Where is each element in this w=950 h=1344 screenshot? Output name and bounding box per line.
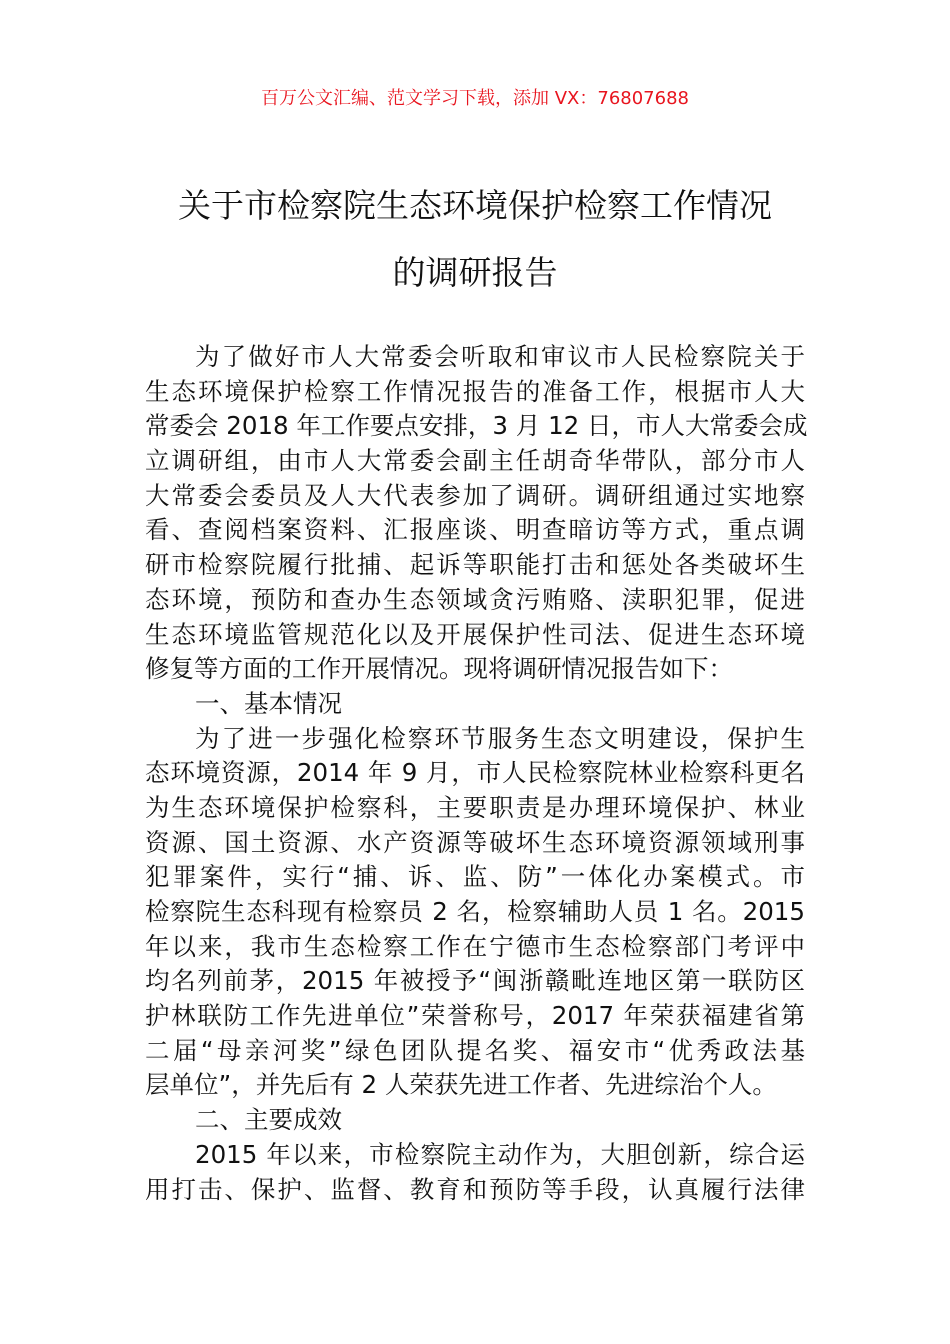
paragraph-line: 修复等方面的工作开展情况。现将调研情况报告如下： bbox=[145, 654, 733, 684]
paragraph-line: 为了做好市人大常委会听取和审议市人民检察院关于 bbox=[195, 342, 805, 371]
paragraph-line: 看、查阅档案资料、汇报座谈、明查暗访等方式，重点调 bbox=[145, 515, 805, 545]
paragraph-line: 用打击、保护、监督、教育和预防等手段，认真履行法律 bbox=[145, 1174, 805, 1204]
paragraph-line: 常委会 2018 年工作要点安排，3 月 12 日，市人大常委会成 bbox=[145, 411, 808, 441]
paragraph-line: 态环境，预防和查办生态领域贪污贿赂、渎职犯罪，促进 bbox=[145, 584, 805, 614]
paragraph-line: 护林联防工作先进单位”荣誉称号，2017 年荣获福建省第 bbox=[145, 1001, 805, 1031]
paragraph-line: 生态环境保护检察工作情况报告的准备工作，根据市人大 bbox=[145, 376, 805, 406]
section-heading-main-results: 二、主要成效 bbox=[195, 1105, 342, 1135]
paragraph-line: 为了进一步强化检察环节服务生态文明建设，保护生 bbox=[195, 723, 805, 753]
paragraph-line: 生态环境监管规范化以及开展保护性司法、促进生态环境 bbox=[145, 619, 805, 649]
section-heading-basic-situation: 一、基本情况 bbox=[195, 688, 342, 718]
paragraph-line: 立调研组，由市人大常委会副主任胡奇华带队，部分市人 bbox=[145, 446, 805, 476]
paragraph-line: 大常委会委员及人大代表参加了调研。调研组通过实地察 bbox=[145, 480, 805, 510]
watermark-header: 百万公文汇编、范文学习下载，添加 VX：76807688 bbox=[261, 88, 689, 109]
paragraph-line: 研市检察院履行批捕、起诉等职能打击和惩处各类破坏生 bbox=[145, 550, 805, 580]
paragraph-line: 均名列前茅，2015 年被授予“闽浙赣毗连地区第一联防区 bbox=[145, 966, 805, 996]
paragraph-line: 为生态环境保护检察科，主要职责是办理环境保护、林业 bbox=[145, 792, 805, 822]
paragraph-line: 态环境资源，2014 年 9 月，市人民检察院林业检察科更名 bbox=[145, 758, 805, 788]
paragraph-line: 2015 年以来，市检察院主动作为，大胆创新，综合运 bbox=[195, 1139, 805, 1169]
document-title-line-2: 的调研报告 bbox=[392, 253, 558, 292]
document-title-line-1: 关于市检察院生态环境保护检察工作情况 bbox=[178, 186, 772, 225]
paragraph-line: 层单位”，并先后有 2 人荣获先进工作者、先进综治个人。 bbox=[145, 1070, 777, 1100]
document-body bbox=[145, 340, 808, 1207]
paragraph-line: 二届“母亲河奖”绿色团队提名奖、福安市“优秀政法基 bbox=[145, 1035, 805, 1065]
paragraph-line: 年以来，我市生态检察工作在宁德市生态检察部门考评中 bbox=[145, 931, 805, 961]
paragraph-line: 资源、国土资源、水产资源等破坏生态环境资源领域刑事 bbox=[145, 827, 805, 857]
paragraph-line: 犯罪案件，实行“捕、诉、监、防”一体化办案模式。市 bbox=[145, 862, 805, 892]
paragraph-line: 检察院生态科现有检察员 2 名，检察辅助人员 1 名。2015 bbox=[145, 897, 805, 926]
